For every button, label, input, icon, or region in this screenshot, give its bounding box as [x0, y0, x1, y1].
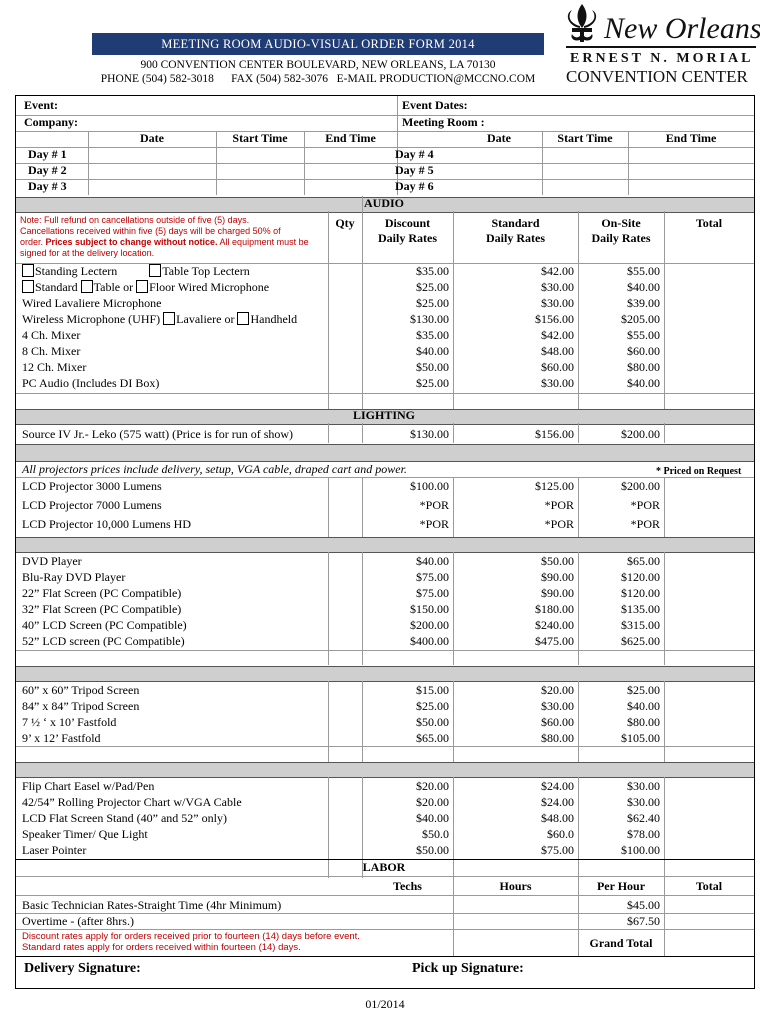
- onsite-rate: $30.00: [627, 795, 660, 809]
- order-form: [15, 95, 755, 989]
- end-time-header-right: End Time: [665, 131, 717, 145]
- discount-rate: $40.00: [416, 344, 449, 358]
- onsite-header: On-Site Daily Rates: [591, 216, 651, 245]
- form-title: MEETING ROOM AUDIO-VISUAL ORDER FORM 2014: [92, 33, 544, 55]
- item-name: 84” x 84” Tripod Screen: [22, 699, 140, 713]
- basic-technician-rate: $45.00: [627, 898, 660, 912]
- standard-rate: *POR: [544, 517, 574, 531]
- discount-rate: $50.00: [416, 843, 449, 857]
- date-header: Date: [140, 131, 164, 145]
- item-name: LCD Projector 10,000 Lumens HD: [22, 517, 191, 531]
- pickup-signature-label: Pick up Signature:: [412, 961, 524, 976]
- onsite-rate: $135.00: [621, 602, 660, 616]
- discount-rate: $150.00: [410, 602, 449, 616]
- item-name: PC Audio (Includes DI Box): [22, 376, 160, 390]
- labor-per-hour-header: Per Hour: [596, 879, 646, 893]
- projector-note: All projectors prices include delivery, setup, VGA cable, draped cart and power.: [22, 462, 407, 476]
- standard-rate: $60.00: [541, 715, 574, 729]
- discount-rate: $65.00: [416, 731, 449, 745]
- table-top-lectern-checkbox[interactable]: [149, 264, 161, 277]
- overtime-rate: $67.50: [627, 914, 660, 928]
- discount-rate: $400.00: [410, 634, 449, 648]
- day-5-label: Day # 5: [395, 163, 434, 177]
- event-label: Event:: [24, 98, 58, 112]
- onsite-rate: $80.00: [627, 360, 660, 374]
- onsite-rate: $55.00: [627, 264, 660, 278]
- audio-section-title: AUDIO: [363, 196, 404, 210]
- item-name: 8 Ch. Mixer: [22, 344, 81, 358]
- standard-rate: $125.00: [535, 479, 574, 493]
- discount-rate: *POR: [419, 517, 449, 531]
- lectern-options: Standing Lectern Table Top Lectern: [22, 264, 250, 279]
- onsite-rate: $55.00: [627, 328, 660, 342]
- item-name: LCD Projector 7000 Lumens: [22, 498, 162, 512]
- refund-note: Note: Full refund on cancellations outside of five (5) days. Cancellations received within five (5) days will be charged 50% of order. Prices subject to change without notice. All equipment must be signed for at the delivery location.: [20, 215, 309, 258]
- item-name: 22” Flat Screen (PC Compatible): [22, 586, 182, 600]
- grand-total-label: Grand Total: [589, 936, 653, 950]
- labor-hours-header: Hours: [499, 879, 532, 893]
- standard-rate: $156.00: [535, 312, 574, 326]
- svg-text:CONVENTION CENTER: CONVENTION CENTER: [566, 67, 748, 86]
- standard-rate: $50.00: [541, 554, 574, 568]
- wired-mic-options: Standard Table or Floor Wired Microphone: [22, 280, 269, 295]
- item-name: 40” LCD Screen (PC Compatible): [22, 618, 187, 632]
- onsite-rate: $40.00: [627, 376, 660, 390]
- onsite-rate: *POR: [630, 498, 660, 512]
- standard-rate: $48.00: [541, 344, 574, 358]
- onsite-rate: $625.00: [621, 634, 660, 648]
- standard-header: Standard Daily Rates: [486, 216, 545, 245]
- day-4-label: Day # 4: [395, 147, 434, 161]
- item-name: 42/54” Rolling Projector Chart w/VGA Cable: [22, 795, 242, 809]
- standing-lectern-checkbox[interactable]: [22, 264, 34, 277]
- onsite-rate: $80.00: [627, 715, 660, 729]
- onsite-rate: $78.00: [627, 827, 660, 841]
- item-name: Flip Chart Easel w/Pad/Pen: [22, 779, 155, 793]
- item-name: 12 Ch. Mixer: [22, 360, 87, 374]
- overtime-label: Overtime - (after 8hrs.): [22, 914, 134, 928]
- standard-rate: $90.00: [541, 570, 574, 584]
- item-name: Speaker Timer/ Que Light: [22, 827, 148, 841]
- discount-rate: $25.00: [416, 699, 449, 713]
- standard-rate: $30.00: [541, 280, 574, 294]
- rate-rules-note: Discount rates apply for orders received prior to fourteen (14) days before event. Standard rates apply for orders received within fourteen (14) days.: [22, 931, 360, 953]
- standard-rate: $24.00: [541, 795, 574, 809]
- company-label: Company:: [24, 115, 79, 129]
- discount-rate: *POR: [419, 498, 449, 512]
- contact-line: PHONE (504) 582-3018 FAX (504) 582-3076 E-MAIL PRODUCTION@MCCNO.COM: [100, 73, 536, 85]
- svg-text:New Orleans: New Orleans: [604, 12, 760, 45]
- item-name: Wired Lavaliere Microphone: [22, 296, 162, 310]
- item-name: 32” Flat Screen (PC Compatible): [22, 602, 182, 616]
- discount-rate: $50.0: [422, 827, 449, 841]
- start-time-header: Start Time: [232, 131, 288, 145]
- discount-header: Discount Daily Rates: [378, 216, 437, 245]
- standard-rate: $156.00: [535, 427, 574, 441]
- meeting-room-label: Meeting Room :: [402, 115, 485, 129]
- onsite-rate: $100.00: [621, 843, 660, 857]
- standard-rate: $30.00: [541, 296, 574, 310]
- standard-rate: $30.00: [541, 376, 574, 390]
- standard-rate: $24.00: [541, 779, 574, 793]
- labor-total-header: Total: [695, 879, 723, 893]
- standard-mic-checkbox[interactable]: [22, 280, 34, 293]
- item-name: 4 Ch. Mixer: [22, 328, 81, 342]
- onsite-rate: $105.00: [621, 731, 660, 745]
- onsite-rate: $200.00: [621, 479, 660, 493]
- day-3-label: Day # 3: [28, 179, 67, 193]
- standard-rate: $90.00: [541, 586, 574, 600]
- standard-rate: $42.00: [541, 264, 574, 278]
- standard-rate: $42.00: [541, 328, 574, 342]
- day-1-label: Day # 1: [28, 147, 67, 161]
- onsite-rate: $30.00: [627, 779, 660, 793]
- standard-rate: $30.00: [541, 699, 574, 713]
- standard-rate: $48.00: [541, 811, 574, 825]
- discount-rate: $15.00: [416, 683, 449, 697]
- wireless-mic-options: Wireless Microphone (UHF) Lavaliere or Handheld: [22, 312, 298, 326]
- lavaliere-checkbox[interactable]: [163, 312, 175, 325]
- item-name: LCD Projector 3000 Lumens: [22, 479, 162, 493]
- discount-rate: $130.00: [410, 427, 449, 441]
- address-block: [92, 58, 544, 86]
- item-name: Laser Pointer: [22, 843, 87, 857]
- item-name: 9’ x 12’ Fastfold: [22, 731, 101, 745]
- onsite-rate: $39.00: [627, 296, 660, 310]
- discount-rate: $50.00: [416, 360, 449, 374]
- onsite-rate: $205.00: [621, 312, 660, 326]
- onsite-rate: $62.40: [627, 811, 660, 825]
- lighting-section-title: LIGHTING: [352, 408, 415, 422]
- standard-rate: $20.00: [541, 683, 574, 697]
- standard-rate: $60.00: [541, 360, 574, 374]
- standard-rate: *POR: [544, 498, 574, 512]
- discount-rate: $35.00: [416, 264, 449, 278]
- labor-section-title: LABOR: [362, 860, 406, 874]
- item-name: Source IV Jr.- Leko (575 watt) (Price is for run of show): [22, 427, 294, 441]
- discount-rate: $200.00: [410, 618, 449, 632]
- day-2-label: Day # 2: [28, 163, 67, 177]
- floor-mic-checkbox[interactable]: [136, 280, 148, 293]
- item-name: 52” LCD screen (PC Compatible): [22, 634, 185, 648]
- discount-rate: $20.00: [416, 779, 449, 793]
- onsite-rate: $40.00: [627, 699, 660, 713]
- discount-rate: $35.00: [416, 328, 449, 342]
- onsite-rate: $60.00: [627, 344, 660, 358]
- discount-rate: $100.00: [410, 479, 449, 493]
- discount-rate: $40.00: [416, 554, 449, 568]
- qty-header: Qty: [335, 216, 355, 230]
- por-note: * Priced on Request: [656, 466, 742, 477]
- onsite-rate: $120.00: [621, 586, 660, 600]
- standard-rate: $60.0: [547, 827, 574, 841]
- item-name: LCD Flat Screen Stand (40” and 52” only): [22, 811, 227, 825]
- day-6-label: Day # 6: [395, 179, 434, 193]
- discount-rate: $20.00: [416, 795, 449, 809]
- delivery-signature-label: Delivery Signature:: [24, 961, 141, 976]
- end-time-header: End Time: [325, 131, 376, 145]
- onsite-rate: $200.00: [621, 427, 660, 441]
- onsite-rate: $40.00: [627, 280, 660, 294]
- discount-rate: $25.00: [416, 280, 449, 294]
- table-mic-checkbox[interactable]: [81, 280, 93, 293]
- onsite-rate: $120.00: [621, 570, 660, 584]
- handheld-checkbox[interactable]: [237, 312, 249, 325]
- item-name: 60” x 60” Tripod Screen: [22, 683, 140, 697]
- basic-technician-label: Basic Technician Rates-Straight Time (4hr Minimum): [22, 898, 282, 912]
- form-version: 01/2014: [365, 997, 405, 1011]
- discount-rate: $40.00: [416, 811, 449, 825]
- item-name: DVD Player: [22, 554, 82, 568]
- labor-techs-header: Techs: [393, 879, 422, 893]
- standard-rate: $475.00: [535, 634, 574, 648]
- discount-rate: $50.00: [416, 715, 449, 729]
- discount-rate: $75.00: [416, 570, 449, 584]
- discount-rate: $25.00: [416, 296, 449, 310]
- convention-center-logo: [560, 2, 760, 88]
- onsite-rate: $315.00: [621, 618, 660, 632]
- discount-rate: $25.00: [416, 376, 449, 390]
- standard-rate: $180.00: [535, 602, 574, 616]
- discount-rate: $75.00: [416, 586, 449, 600]
- fleur-de-lis-icon: [560, 2, 760, 88]
- standard-rate: $75.00: [541, 843, 574, 857]
- standard-rate: $240.00: [535, 618, 574, 632]
- date-header-right: Date: [487, 131, 511, 145]
- onsite-rate: *POR: [630, 517, 660, 531]
- onsite-rate: $65.00: [627, 554, 660, 568]
- item-name: Blu-Ray DVD Player: [22, 570, 126, 584]
- total-header: Total: [695, 216, 723, 230]
- onsite-rate: $25.00: [627, 683, 660, 697]
- discount-rate: $130.00: [410, 312, 449, 326]
- standard-rate: $80.00: [541, 731, 574, 745]
- start-time-header-right: Start Time: [557, 131, 613, 145]
- event-dates-label: Event Dates:: [402, 98, 468, 112]
- item-name: 7 ½ ‘ x 10’ Fastfold: [22, 715, 117, 729]
- address-line: 900 CONVENTION CENTER BOULEVARD, NEW ORLEANS, LA 70130: [140, 59, 496, 71]
- svg-text:ERNEST N. MORIAL: ERNEST N. MORIAL: [570, 51, 754, 66]
